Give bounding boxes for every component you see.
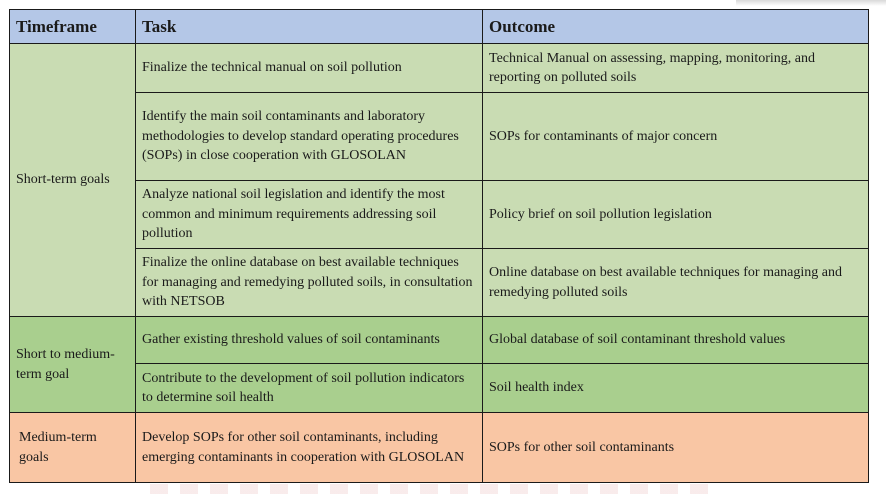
table-row: [10, 364, 869, 413]
watermark-strip: [150, 484, 710, 494]
outcome-cell: Policy brief on soil pollution legislation: [483, 181, 869, 249]
outcome-cell: SOPs for contaminants of major concern: [483, 93, 869, 181]
header-row: [10, 10, 869, 44]
table-row: [10, 413, 869, 483]
outcome-cell: Online database on best available techniques for managing and remedying polluted soils: [483, 249, 869, 317]
outcome-cell: Soil health index: [483, 364, 869, 413]
timeframe-short-to-medium: Short to medium-term goal: [10, 317, 136, 413]
table-row: [10, 44, 869, 93]
table-row: [10, 181, 869, 249]
table-row: [10, 317, 869, 364]
task-cell: Finalize the online database on best available techniques for managing and remedying polluted soils, in consultation with NETSOB: [136, 249, 483, 317]
task-cell: Analyze national soil legislation and identify the most common and minimum requirements addressing soil pollution: [136, 181, 483, 249]
task-cell: Develop SOPs for other soil contaminants, including emerging contaminants in cooperation with GLOSOLAN: [136, 413, 483, 483]
task-cell: Finalize the technical manual on soil pollution: [136, 44, 483, 93]
table-row: [10, 93, 869, 181]
table-row: [10, 249, 869, 317]
task-cell: Gather existing threshold values of soil contaminants: [136, 317, 483, 364]
goals-table: [9, 9, 869, 483]
outcome-cell: Technical Manual on assessing, mapping, monitoring, and reporting on polluted soils: [483, 44, 869, 93]
timeframe-medium-term: Medium-term goals: [10, 413, 136, 483]
timeframe-short-term: Short-term goals: [10, 44, 136, 317]
page-edge-shadow: [736, 0, 886, 6]
task-cell: Identify the main soil contaminants and laboratory methodologies to develop standard operating procedures (SOPs) in close cooperation with GLOSOLAN: [136, 93, 483, 181]
header-timeframe: Timeframe: [10, 10, 136, 44]
header-task: Task: [136, 10, 483, 44]
outcome-cell: SOPs for other soil contaminants: [483, 413, 869, 483]
task-cell: Contribute to the development of soil pollution indicators to determine soil health: [136, 364, 483, 413]
header-outcome: Outcome: [483, 10, 869, 44]
outcome-cell: Global database of soil contaminant threshold values: [483, 317, 869, 364]
